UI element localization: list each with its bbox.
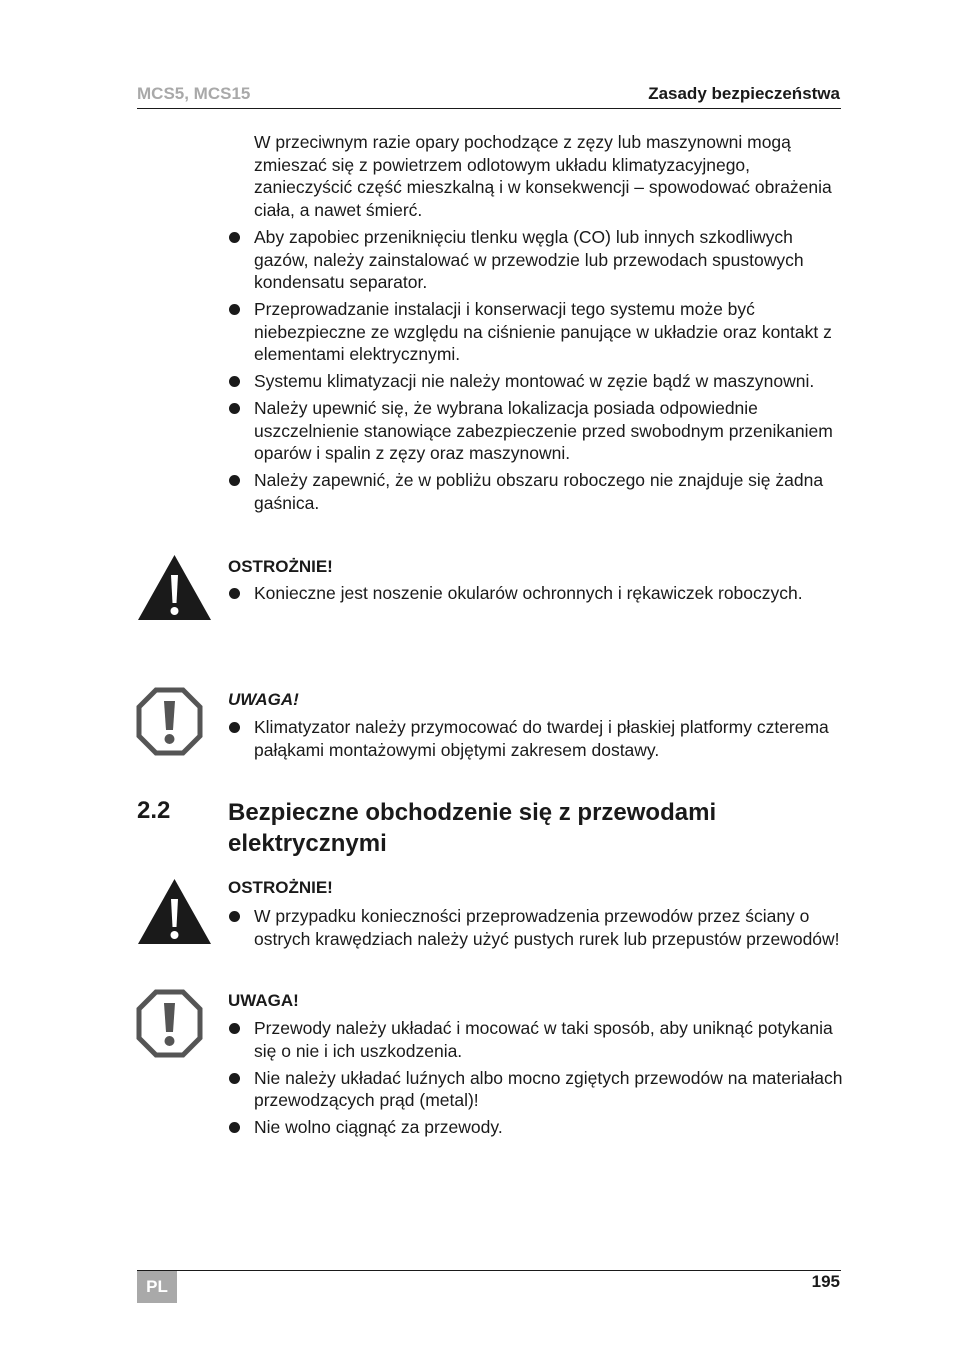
header-model: MCS5, MCS15 (137, 84, 251, 103)
list-item-text: Przeprowadzanie instalacji i konserwacji tego systemu może być niebezpieczne ze względu na ciśnienie panujące w układzie oraz kontakt z elementami elektrycznymi. (254, 299, 832, 364)
list-item (228, 397, 844, 465)
footer-divider (137, 1270, 841, 1271)
list-item-text: Systemu klimatyzacji nie należy montować w zęzie bądź w maszynowni. (254, 371, 815, 391)
header-divider (137, 108, 841, 109)
section-title: Bezpieczne obchodzenie się z przewodami elektrycznymi (228, 799, 717, 857)
bullet-icon (229, 911, 240, 922)
bullet-icon (229, 376, 240, 387)
list-item (228, 905, 844, 950)
list-item-text: W przypadku konieczności przeprowadzenia przewodów przez ściany o ostrych krawędziach należy użyć pustych rurek lub przepustów przewodów! (254, 906, 840, 949)
notice-bullet-list (228, 716, 844, 761)
notice-title: UWAGA! (228, 991, 299, 1010)
bullet-icon (229, 588, 240, 599)
list-item-text: Aby zapobiec przeniknięciu tlenku węgla (CO) lub innych szkodliwych gazów, należy zainstalować w przewodzie lub przewodach spustowych kondensatu separator. (254, 227, 804, 292)
list-item-text: Należy upewnić się, że wybrana lokalizacja posiada odpowiednie uszczelnienie stanowiące zabezpieczenie przed swobodnym przenikaniem oparów i spalin z zęzy oraz maszynowni. (254, 398, 833, 463)
list-item-text: Konieczne jest noszenie okularów ochronnych i rękawiczek roboczych. (254, 583, 803, 603)
list-item (228, 1116, 844, 1139)
notice-octagon-icon (136, 989, 203, 1058)
list-item (228, 469, 844, 514)
list-item-text: Nie wolno ciągnąć za przewody. (254, 1117, 503, 1137)
warning-triangle-icon (136, 553, 213, 622)
list-item-text: Przewody należy układać i mocować w taki sposób, aby uniknąć potykania się o nie i ich uszkodzenia. (254, 1018, 833, 1061)
notice-octagon-icon (136, 687, 203, 756)
list-item (228, 1017, 844, 1062)
safety-bullet-list (228, 226, 844, 514)
caution-bullet-list (228, 582, 844, 605)
intro-paragraph: W przeciwnym razie opary pochodzące z zęzy lub maszynowni mogą zmieszać się z powietrzem odlotowym układu klimatyzacyjnego, zanieczyścić część mieszkalną i w konsekwencji – spowodować obrażenia ciała, a nawet śmierć. (254, 132, 832, 220)
list-item (228, 298, 844, 366)
list-item (228, 582, 844, 605)
bullet-icon (229, 304, 240, 315)
section-number: 2.2 (137, 797, 171, 824)
bullet-icon (229, 1122, 240, 1133)
warning-triangle-icon (136, 877, 213, 946)
bullet-icon (229, 722, 240, 733)
bullet-icon (229, 475, 240, 486)
caution-title: OSTROŻNIE! (228, 557, 333, 576)
list-item (228, 716, 844, 761)
list-item (228, 370, 844, 393)
list-item-text: Należy zapewnić, że w pobliżu obszaru roboczego nie znajduje się żadna gaśnica. (254, 470, 824, 513)
list-item (228, 1067, 844, 1112)
notice-bullet-list (228, 1017, 844, 1139)
list-item-text: Klimatyzator należy przymocować do twardej i płaskiej platformy czterema pałąkami montażowymi objętymi zakresem dostawy. (254, 717, 829, 760)
bullet-icon (229, 403, 240, 414)
list-item (228, 226, 844, 294)
bullet-icon (229, 232, 240, 243)
caution-title: OSTROŻNIE! (228, 878, 333, 897)
language-badge: PL (137, 1271, 177, 1303)
bullet-icon (229, 1023, 240, 1034)
page-number: 195 (811, 1272, 840, 1291)
notice-title: UWAGA! (228, 690, 299, 709)
bullet-icon (229, 1073, 240, 1084)
caution-bullet-list (228, 905, 844, 950)
list-item-text: Nie należy układać luźnych albo mocno zgiętych przewodów na materiałach przewodzących prąd (metal)! (254, 1067, 843, 1110)
header-section-title: Zasady bezpieczeństwa (648, 84, 840, 103)
